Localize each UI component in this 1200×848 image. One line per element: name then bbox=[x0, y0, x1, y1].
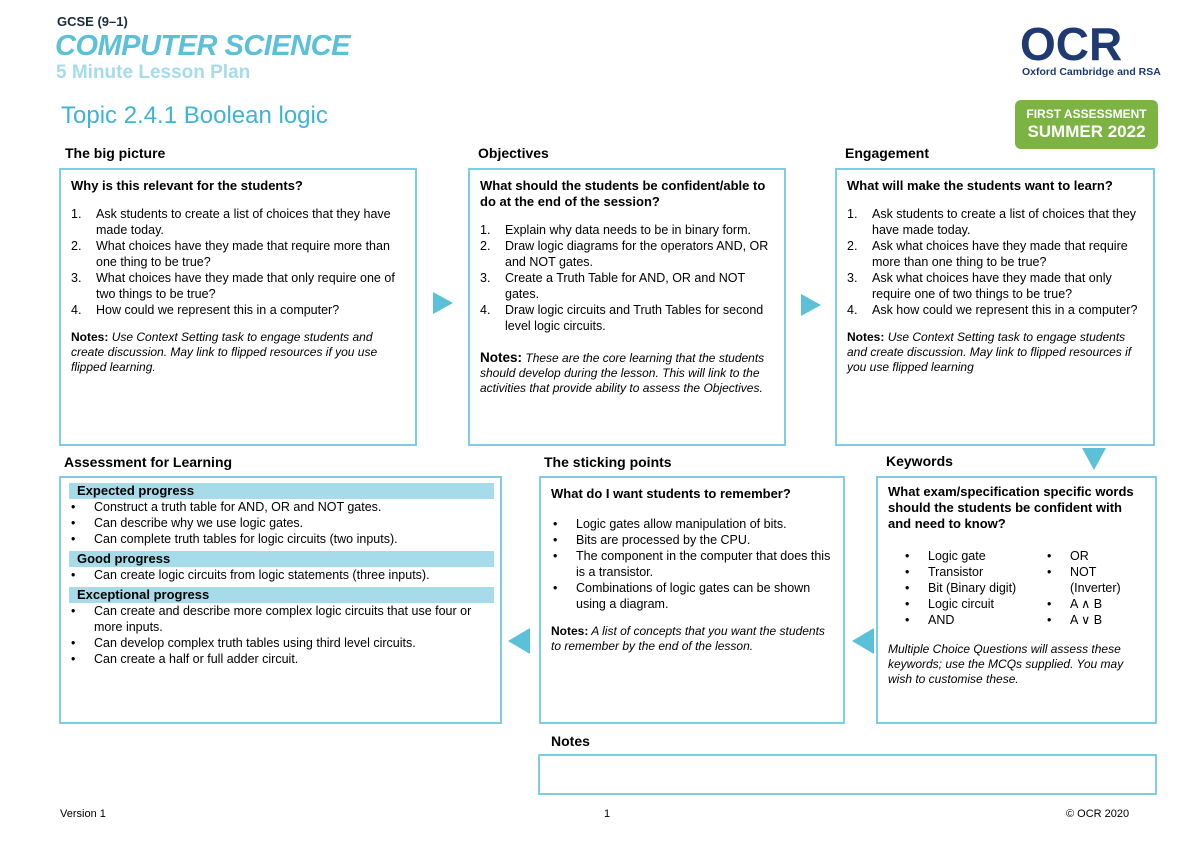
list-item: 1. Ask students to create a list of choices that they have made today. bbox=[847, 207, 1137, 237]
ocr-logo-subtitle: Oxford Cambridge and RSA bbox=[1022, 66, 1161, 78]
assessment-heading: Assessment for Learning bbox=[64, 454, 233, 470]
footer-version: Version 1 bbox=[60, 808, 106, 820]
footer-page-number: 1 bbox=[604, 808, 611, 820]
keywords-note: Multiple Choice Questions will assess these keywords; use the MCQs supplied. You may wish to customise these. bbox=[888, 642, 1124, 686]
big-picture-box bbox=[59, 168, 417, 446]
engagement-heading: Engagement bbox=[845, 145, 930, 161]
ocr-logo bbox=[1018, 20, 1166, 66]
badge-line2: SUMMER 2022 bbox=[1027, 122, 1146, 141]
list-item: 4. How could we represent this in a computer? bbox=[71, 303, 340, 317]
list-item: • Can create logic circuits from logic statements (three inputs). bbox=[71, 568, 430, 582]
engagement-list bbox=[847, 206, 1143, 318]
list-item: • Combinations of logic gates can be shown using a diagram. bbox=[553, 581, 811, 611]
sticking-question: What do I want students to remember? bbox=[551, 486, 791, 501]
list-item: • Can create a half or full adder circuit. bbox=[71, 652, 299, 666]
arrow-right-icon bbox=[433, 292, 453, 314]
list-item: 4. Ask how could we represent this in a computer? bbox=[847, 303, 1138, 317]
plan-subtitle: 5 Minute Lesson Plan bbox=[56, 62, 251, 83]
sticking-heading: The sticking points bbox=[544, 454, 672, 470]
engagement-question: What will make the students want to learn? bbox=[847, 178, 1113, 193]
list-item: • The component in the computer that does this is a transistor. bbox=[553, 549, 831, 579]
list-item: 3. Create a Truth Table for AND, OR and NOT gates. bbox=[480, 271, 745, 301]
arrow-left-icon bbox=[852, 628, 874, 654]
list-item: • Bit (Binary digit) bbox=[905, 581, 1017, 595]
list-item: • Bits are processed by the CPU. bbox=[553, 533, 751, 547]
objectives-heading: Objectives bbox=[478, 145, 549, 161]
list-item: • Can describe why we use logic gates. bbox=[71, 516, 304, 530]
arrow-right-icon bbox=[801, 294, 821, 316]
expected-list bbox=[69, 499, 492, 547]
list-item: • A ∧ B bbox=[1047, 597, 1103, 611]
subject-title: COMPUTER SCIENCE bbox=[55, 30, 350, 62]
list-item: • Logic circuit bbox=[905, 597, 994, 611]
list-item: 2. Draw logic diagrams for the operators AND, OR and NOT gates. bbox=[480, 239, 769, 269]
list-item: 3. What choices have they made that only require one of two things to be true? bbox=[71, 271, 395, 301]
exceptional-list bbox=[69, 603, 492, 667]
objectives-box bbox=[468, 168, 786, 446]
big-picture-heading: The big picture bbox=[65, 145, 166, 161]
notes-box[interactable] bbox=[538, 754, 1157, 795]
exceptional-progress-band: Exceptional progress bbox=[69, 587, 494, 603]
first-assessment-badge bbox=[1015, 100, 1158, 149]
sticking-notes: Notes: A list of concepts that you want the students to remember by the end of the lesson. bbox=[551, 624, 825, 653]
objectives-question: What should the students be confident/able to do at the end of the session? bbox=[480, 178, 766, 209]
gcse-label: GCSE (9–1) bbox=[57, 14, 128, 29]
footer-copyright: © OCR 2020 bbox=[1066, 808, 1130, 820]
list-item: • Can create and describe more complex logic circuits that use four or more inputs. bbox=[71, 604, 472, 634]
list-item: 4. Draw logic circuits and Truth Tables for second level logic circuits. bbox=[480, 303, 764, 333]
big-picture-notes: Notes: Use Context Setting task to engage students and create discussion. May link to flipped resources if you use flipped learning. bbox=[71, 330, 378, 374]
assessment-box bbox=[59, 476, 502, 724]
keywords-columns bbox=[888, 548, 1145, 628]
keywords-col1 bbox=[888, 548, 1045, 628]
sticking-list bbox=[551, 516, 833, 612]
list-item: • Can complete truth tables for logic circuits (two inputs). bbox=[71, 532, 398, 546]
list-item: 1. Ask students to create a list of choices that they have made today. bbox=[71, 207, 391, 237]
list-item: • Logic gate bbox=[905, 549, 986, 563]
list-item: 3. Ask what choices have they made that only require one of two things to be true? bbox=[847, 271, 1112, 301]
list-item: • Construct a truth table for AND, OR and NOT gates. bbox=[71, 500, 382, 514]
good-list bbox=[69, 567, 492, 583]
arrow-left-icon bbox=[508, 628, 530, 654]
list-item: 1. Explain why data needs to be in binary form. bbox=[480, 223, 751, 237]
big-picture-question: Why is this relevant for the students? bbox=[71, 178, 303, 193]
list-item: • OR bbox=[1047, 549, 1089, 563]
list-item: • AND bbox=[905, 613, 955, 627]
expected-progress-band: Expected progress bbox=[69, 483, 494, 499]
page-title: Topic 2.4.1 Boolean logic bbox=[61, 102, 328, 129]
engagement-box bbox=[835, 168, 1155, 446]
list-item: • Can develop complex truth tables using third level circuits. bbox=[71, 636, 416, 650]
good-progress-band: Good progress bbox=[69, 551, 494, 567]
keywords-box bbox=[876, 476, 1157, 724]
list-item: • A ∨ B bbox=[1047, 613, 1103, 627]
objectives-notes: Notes: These are the core learning that the students should develop during the lesson. This will link to the activities that provide ability to assess the Objectives. bbox=[480, 350, 765, 395]
arrow-down-icon bbox=[1082, 448, 1106, 470]
list-item: • Logic gates allow manipulation of bits. bbox=[553, 517, 787, 531]
list-item: • Transistor bbox=[905, 565, 984, 579]
list-item: 2. What choices have they made that require more than one thing to be true? bbox=[71, 239, 390, 269]
keywords-col2 bbox=[1045, 548, 1140, 628]
keywords-heading: Keywords bbox=[886, 453, 953, 469]
notes-heading: Notes bbox=[551, 733, 590, 749]
big-picture-list bbox=[71, 206, 405, 318]
list-item: 2. Ask what choices have they made that require more than one thing to be true? bbox=[847, 239, 1128, 269]
sticking-box bbox=[539, 476, 845, 724]
ocr-logo-text: OCR bbox=[1020, 20, 1123, 66]
engagement-notes: Notes: Use Context Setting task to engage students and create discussion. May link to flipped resources if you use flipped learning bbox=[847, 330, 1132, 374]
objectives-list bbox=[480, 222, 774, 334]
keywords-question: What exam/specification specific words should the students be confident with and need to know? bbox=[888, 484, 1134, 531]
badge-line1: FIRST ASSESSMENT bbox=[1026, 107, 1147, 121]
list-item: • NOT (Inverter) bbox=[1047, 565, 1121, 595]
